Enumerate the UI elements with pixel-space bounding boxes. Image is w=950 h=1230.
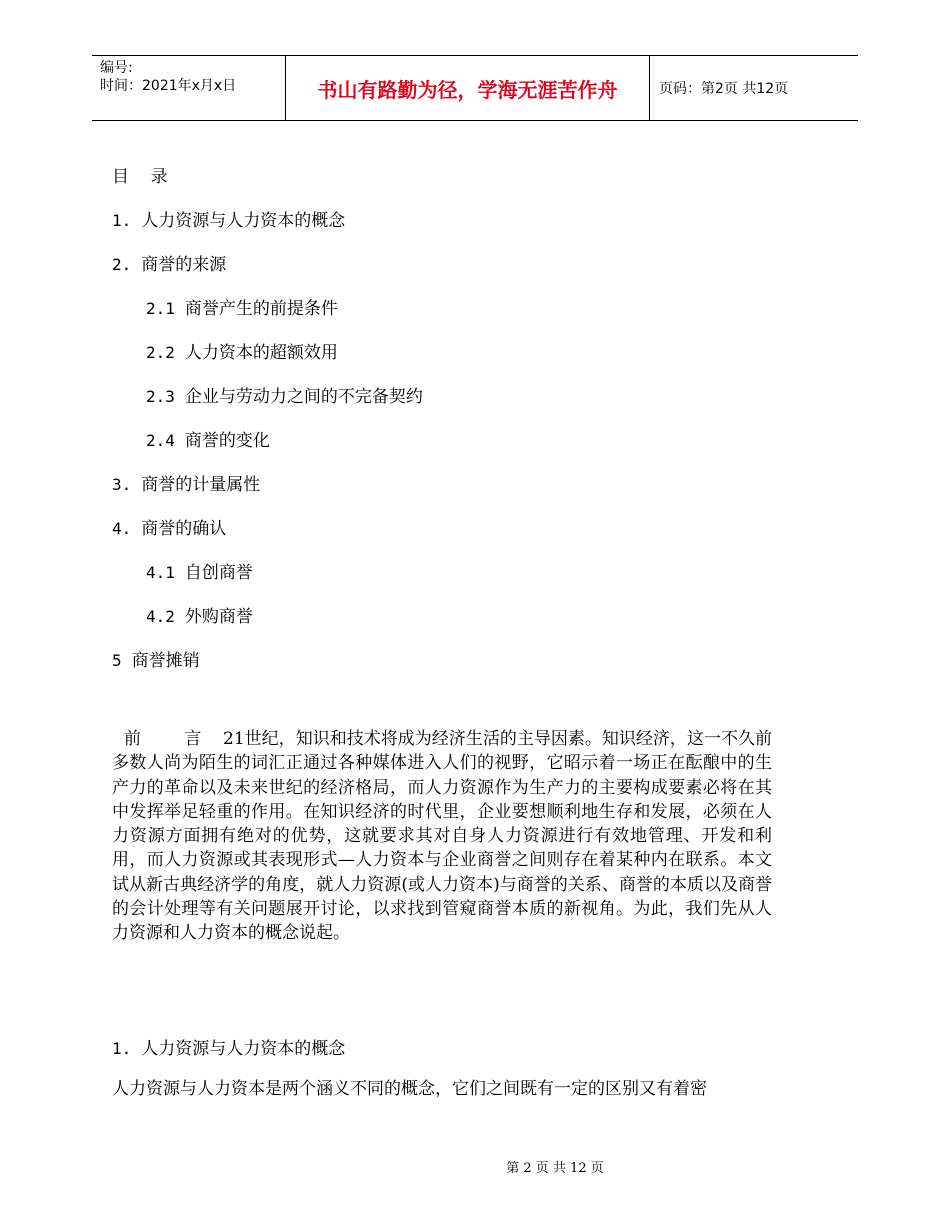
toc-title: 目 录 xyxy=(112,167,168,187)
toc-item-label: 商誉产生的前提条件 xyxy=(184,299,338,319)
toc-item-number: 4.1 xyxy=(146,563,175,582)
toc-item-number: 5 xyxy=(112,651,122,670)
toc-item-label: 企业与劳动力之间的不完备契约 xyxy=(184,387,423,407)
toc-item-number: 3. xyxy=(112,475,132,494)
toc-item-label: 自创商誉 xyxy=(184,563,253,583)
introduction-text: 21世纪，知识和技术将成为经济生活的主导因素。知识经济，这一不久前多数人尚为陌生的词汇正通过各种媒体进入人们的视野，它昭示着一场正在酝酿中的生产力的革命以及未来世纪的经济格局，而人力资源作为生产力的主要构成要素必将在其中发挥举足轻重的作用。在知识经济的时代里，企业要想顺利地生存和发展，必须在人力资源方面拥有绝对的优势，这就要求其对自身人力资源进行有效地管理、开发和利用，而人力资源或其表现形式—人力资本与企业商誉之间则存在着某种内在联系。本文试从新古典经济学的角度，就人力资源(或人力资本)与商誉的关系、商誉的本质以及商誉的会计处理等有关问题展开讨论，以求找到管窥商誉本质的新视角。为此，我们先从人力资源和人力资本的概念说起。 xyxy=(112,729,772,944)
toc-item-number: 2.2 xyxy=(146,343,175,362)
toc-item-label: 人力资源与人力资本的概念 xyxy=(141,211,346,231)
page-footer: 第 2 页 共 12 页 xyxy=(506,1161,604,1176)
header-motto: 书山有路勤为径，学海无涯苦作舟 xyxy=(286,56,650,120)
toc-item-number: 2.3 xyxy=(146,387,175,406)
toc-item-label: 商誉的计量属性 xyxy=(141,475,261,495)
toc-item-label: 人力资本的超额效用 xyxy=(184,343,338,363)
section-title: 人力资源与人力资本的概念 xyxy=(141,1039,346,1059)
toc-item-label: 外购商誉 xyxy=(184,607,253,627)
toc-item xyxy=(112,470,260,495)
toc-item-number: 2. xyxy=(112,255,132,274)
section-number: 1. xyxy=(112,1039,132,1058)
toc-item-number: 2.1 xyxy=(146,299,175,318)
toc-item xyxy=(112,250,226,275)
toc-item-number: 4.2 xyxy=(146,607,175,626)
toc-item xyxy=(146,558,253,583)
toc-item xyxy=(146,338,338,363)
toc-item-label: 商誉的来源 xyxy=(141,255,227,275)
toc-item-number: 4. xyxy=(112,519,132,538)
section-body-text: 人力资源与人力资本是两个涵义不同的概念，它们之间既有一定的区别又有着密 xyxy=(112,1079,707,1099)
toc-item-number: 2.4 xyxy=(146,431,175,450)
toc-item-number: 1. xyxy=(112,211,132,230)
page-header xyxy=(92,55,858,121)
introduction-heading: 前 言 xyxy=(124,729,224,749)
toc-item xyxy=(112,206,345,231)
toc-item xyxy=(146,426,270,451)
toc-item xyxy=(112,646,200,671)
toc-item xyxy=(112,514,226,539)
header-page-info: 页码：第2页 共12页 xyxy=(659,81,789,97)
section-heading xyxy=(112,1034,345,1059)
toc-item xyxy=(146,294,338,319)
toc-item xyxy=(146,382,423,407)
toc-item-label: 商誉摊销 xyxy=(131,651,200,671)
time-label: 时间：2021年x月x日 xyxy=(100,78,237,94)
header-meta xyxy=(92,56,286,120)
toc-item-label: 商誉的确认 xyxy=(141,519,227,539)
toc-item xyxy=(146,602,253,627)
toc-item-label: 商誉的变化 xyxy=(184,431,270,451)
number-label: 编号: xyxy=(100,60,133,76)
introduction-paragraph xyxy=(112,727,772,946)
